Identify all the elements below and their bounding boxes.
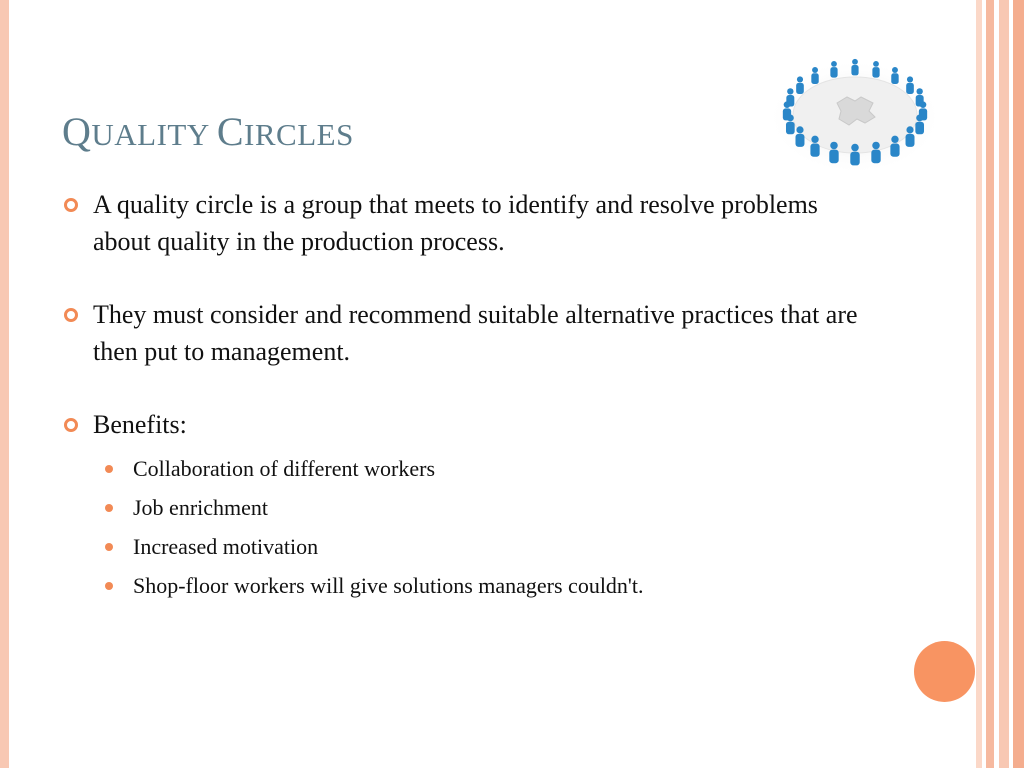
decorative-orange-circle xyxy=(914,641,975,702)
person-figure xyxy=(906,126,915,147)
ring-bullet-icon xyxy=(64,418,78,432)
person-figure xyxy=(810,136,819,157)
benefit-item: Increased motivation xyxy=(93,527,862,566)
benefits-list xyxy=(93,449,862,605)
person-figure xyxy=(830,61,837,78)
bullet-text: They must consider and recommend suitable alternative practices that are then put to management. xyxy=(93,300,858,366)
dot-bullet-icon xyxy=(105,504,113,512)
benefit-item: Shop-floor workers will give solutions managers couldn't. xyxy=(93,566,862,605)
quality-circle-illustration xyxy=(765,55,945,180)
person-figure xyxy=(850,144,859,166)
person-figure xyxy=(871,142,880,164)
bullet-item xyxy=(62,296,862,370)
person-figure xyxy=(890,136,899,157)
person-figure xyxy=(795,126,804,147)
benefit-item: Collaboration of different workers xyxy=(93,449,862,488)
dot-bullet-icon xyxy=(105,543,113,551)
person-figure xyxy=(786,88,794,106)
person-figure xyxy=(915,114,924,134)
person-figure xyxy=(872,61,879,78)
right-frame-stripes xyxy=(976,0,1024,768)
dot-bullet-icon xyxy=(105,582,113,590)
person-figure xyxy=(891,67,898,84)
benefit-item: Job enrichment xyxy=(93,488,862,527)
slide-title: QUALITY CIRCLES xyxy=(62,109,354,154)
bullet-item xyxy=(62,406,862,605)
ring-bullet-icon xyxy=(64,198,78,212)
person-figure xyxy=(829,142,838,164)
person-figure xyxy=(811,67,818,84)
slide-body xyxy=(62,186,862,605)
person-figure xyxy=(906,76,914,94)
person-figure xyxy=(796,76,804,94)
ring-bullet-icon xyxy=(64,308,78,322)
bullet-text: A quality circle is a group that meets to identify and resolve problems about quality in the production process. xyxy=(93,190,818,256)
dot-bullet-icon xyxy=(105,465,113,473)
bullet-item xyxy=(62,186,862,260)
left-frame-stripe xyxy=(0,0,9,768)
bullet-text: Benefits: xyxy=(93,410,187,439)
person-figure xyxy=(851,59,858,75)
